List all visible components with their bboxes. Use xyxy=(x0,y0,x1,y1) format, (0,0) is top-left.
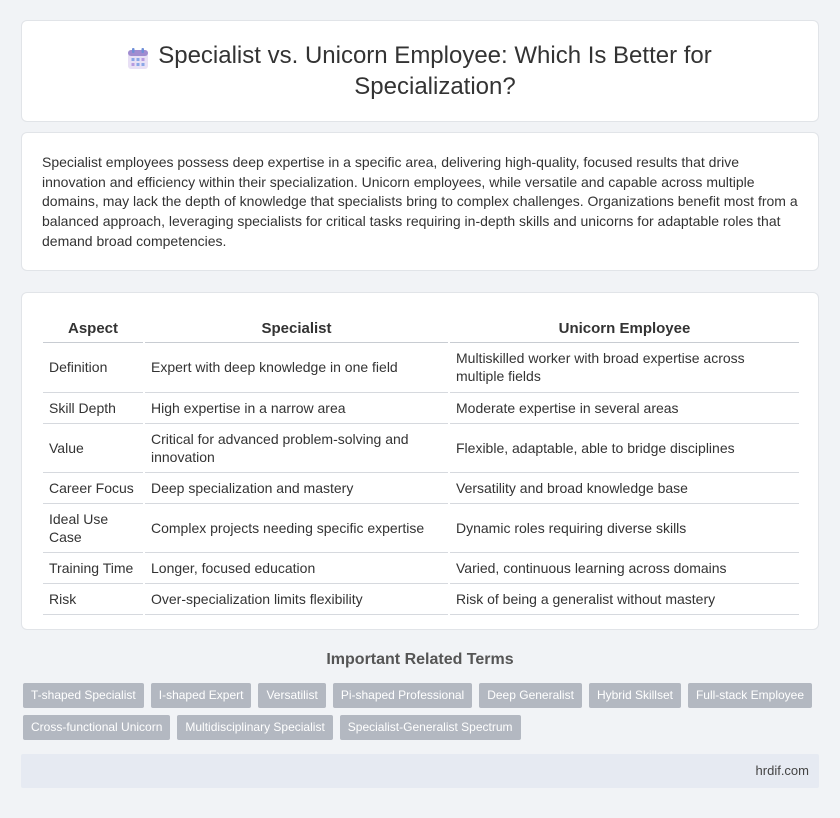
row-aspect: Career Focus xyxy=(43,472,144,503)
row-unicorn: Versatility and broad knowledge base xyxy=(449,472,799,503)
row-specialist: Deep specialization and mastery xyxy=(144,472,449,503)
row-aspect: Training Time xyxy=(43,552,144,583)
row-specialist: Over-specialization limits flexibility xyxy=(144,583,449,614)
related-term-tag[interactable]: Cross-functional Unicorn xyxy=(23,715,170,740)
row-aspect: Value xyxy=(43,423,144,472)
row-aspect: Risk xyxy=(43,583,144,614)
row-unicorn: Moderate expertise in several areas xyxy=(449,392,799,423)
column-header-aspect: Aspect xyxy=(43,312,144,342)
row-unicorn: Dynamic roles requiring diverse skills xyxy=(449,503,799,552)
row-specialist: Critical for advanced problem-solving and innovation xyxy=(144,423,449,472)
table-row xyxy=(43,503,799,552)
related-term-tag[interactable]: Full-stack Employee xyxy=(688,683,812,708)
row-specialist: Longer, focused education xyxy=(144,552,449,583)
related-terms-heading: Important Related Terms xyxy=(326,651,514,668)
table-row xyxy=(43,342,799,392)
related-term-tag[interactable]: Deep Generalist xyxy=(479,683,582,708)
row-aspect: Ideal Use Case xyxy=(43,503,144,552)
related-term-tag[interactable]: Hybrid Skillset xyxy=(589,683,681,708)
column-header-specialist: Specialist xyxy=(144,312,449,342)
row-aspect: Definition xyxy=(43,342,144,392)
related-term-tag[interactable]: I-shaped Expert xyxy=(151,683,252,708)
row-specialist: Expert with deep knowledge in one field xyxy=(144,342,449,392)
table-row xyxy=(43,423,799,472)
related-term-tag[interactable]: Pi-shaped Professional xyxy=(333,683,472,708)
table-row xyxy=(43,392,799,423)
row-unicorn: Varied, continuous learning across domains xyxy=(449,552,799,583)
row-specialist: Complex projects needing specific expertise xyxy=(144,503,449,552)
related-term-tag[interactable]: Specialist-Generalist Spectrum xyxy=(340,715,521,740)
intro-paragraph: Specialist employees possess deep expertise in a specific area, delivering high-quality, focused results that drive innovation and efficiency within their specialization. Unicorn employees, while versatile and capable across multiple domains, may lack the depth of knowledge that specialists bring to complex challenges. Organizations benefit most from a balanced approach, leveraging specialists for critical tasks requiring in-depth skills and unicorns for adaptable roles that demand broad competencies. xyxy=(42,154,798,249)
footer-site-link[interactable]: hrdif.com xyxy=(755,763,809,778)
title-card xyxy=(21,20,819,122)
comparison-card xyxy=(21,292,819,630)
row-specialist: High expertise in a narrow area xyxy=(144,392,449,423)
intro-card xyxy=(21,132,819,271)
related-term-tag[interactable]: Multidisciplinary Specialist xyxy=(177,715,332,740)
table-row xyxy=(43,583,799,614)
comparison-table xyxy=(43,312,799,615)
related-term-tag[interactable]: T-shaped Specialist xyxy=(23,683,144,708)
footer xyxy=(21,754,819,788)
page-title: Specialist vs. Unicorn Employee: Which Is Better for Specialization? xyxy=(158,42,712,100)
row-unicorn: Multiskilled worker with broad expertise across multiple fields xyxy=(449,342,799,392)
table-row xyxy=(43,552,799,583)
row-unicorn: Risk of being a generalist without mastery xyxy=(449,583,799,614)
row-aspect: Skill Depth xyxy=(43,392,144,423)
related-terms-list xyxy=(23,683,813,740)
row-unicorn: Flexible, adaptable, able to bridge disciplines xyxy=(449,423,799,472)
table-header-row xyxy=(43,312,799,342)
related-term-tag[interactable]: Versatilist xyxy=(258,683,325,708)
column-header-unicorn: Unicorn Employee xyxy=(449,312,799,342)
table-row xyxy=(43,472,799,503)
